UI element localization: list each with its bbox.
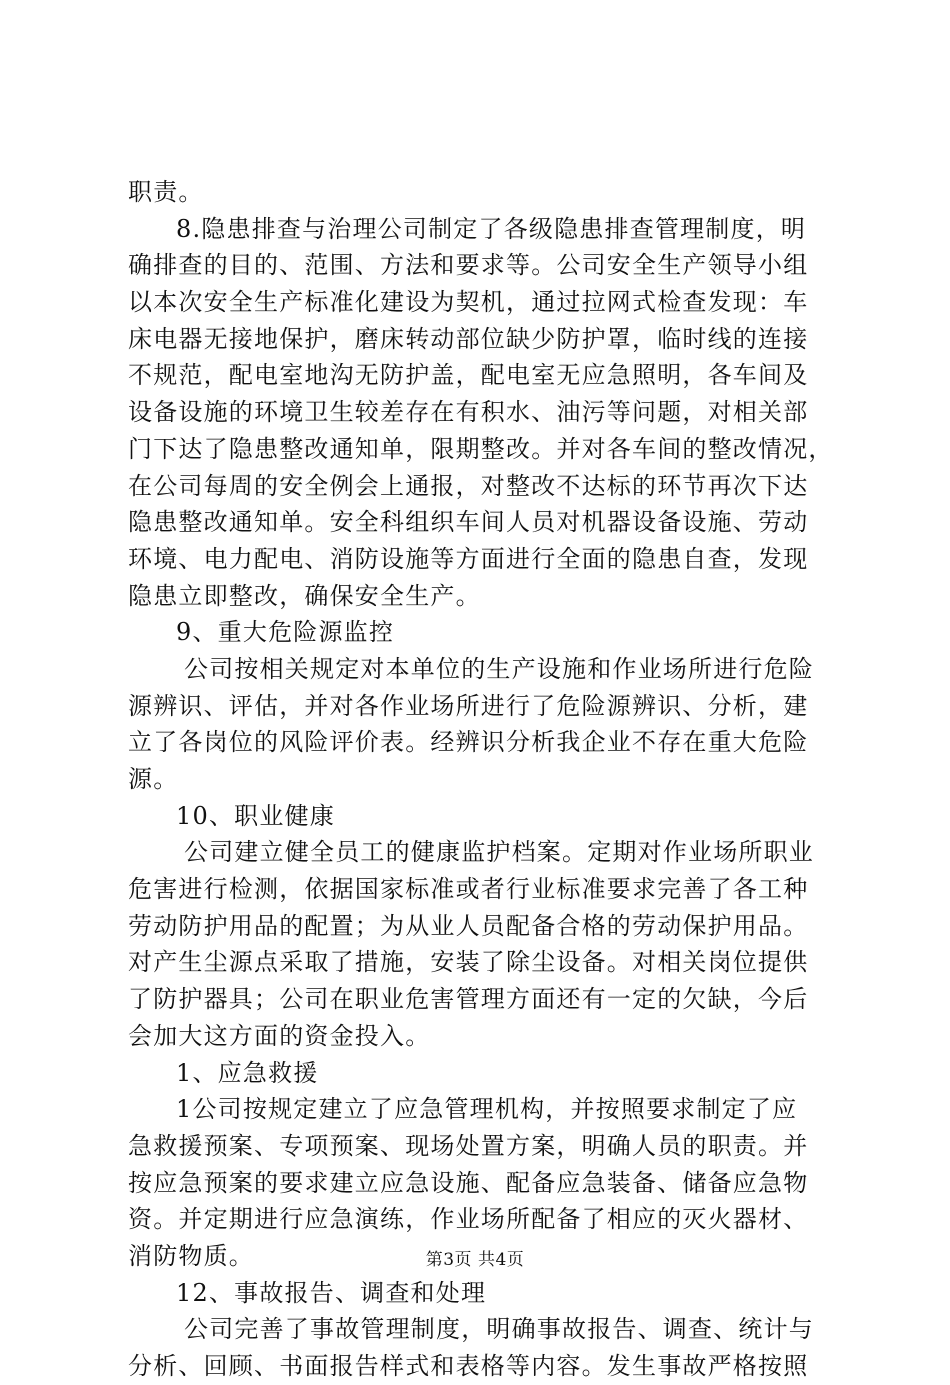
text-line: 对产生尘源点采取了措施，安装了除尘设备。对相关岗位提供 [128,948,809,977]
text-line: 1公司按规定建立了应急管理机构，并按照要求制定了应 [176,1095,798,1124]
text-line: 环境、电力配电、消防设施等方面进行全面的隐患自查，发现 [128,544,809,573]
text-line: 设备设施的环境卫生较差存在有积水、油污等问题，对相关部 [128,398,809,427]
text-line: 分析、回顾、书面报告样式和表格等内容。发生事故严格按照 [128,1352,809,1380]
text-line: 消防物质。 [128,1241,254,1270]
text-line: 公司建立健全员工的健康监护档案。定期对作业场所职业 [184,838,814,867]
section-heading: 9、重大危险源监控 [176,618,395,647]
text-line: 资。并定期进行应急演练，作业场所配备了相应的灭火器材、 [128,1205,809,1234]
text-line: 按应急预案的要求建立应急设施、配备应急装备、储备应急物 [128,1168,809,1197]
text-line: 劳动防护用品的配置；为从业人员配备合格的劳动保护用品。 [128,911,809,940]
text-line: 会加大这方面的资金投入。 [128,1021,431,1050]
text-line: 源辨识、评估，并对各作业场所进行了危险源辨识、分析，建 [128,691,809,720]
section-heading: 10、职业健康 [176,801,335,830]
text-line: 危害进行检测，依据国家标准或者行业标准要求完善了各工种 [128,875,809,904]
text-line: 了防护器具；公司在职业危害管理方面还有一定的欠缺，今后 [128,985,809,1014]
text-line: 门下达了隐患整改通知单，限期整改。并对各车间的整改情况， [128,434,834,463]
page-number-footer: 第3页 共4页 [425,1250,525,1270]
text-line: 不规范，配电室地沟无防护盖，配电室无应急照明，各车间及 [128,361,809,390]
text-line: 8.隐患排查与治理公司制定了各级隐患排查管理制度，明 [176,214,807,243]
section-heading: 1、应急救援 [176,1058,319,1087]
text-line: 隐患整改通知单。安全科组织车间人员对机器设备设施、劳动 [128,508,809,537]
section-heading: 12、事故报告、调查和处理 [176,1278,487,1307]
text-line: 床电器无接地保护，磨床转动部位缺少防护罩，临时线的连接 [128,324,809,353]
body-text [128,174,832,1385]
text-line: 在公司每周的安全例会上通报，对整改不达标的环节再次下达 [128,471,809,500]
text-line: 立了各岗位的风险评价表。经辨识分析我企业不存在重大危险 [128,728,809,757]
text-line: 急救援预案、专项预案、现场处置方案，明确人员的职责。并 [128,1131,809,1160]
text-line: 公司完善了事故管理制度，明确事故报告、调查、统计与 [184,1315,814,1344]
text-line: 公司按相关规定对本单位的生产设施和作业场所进行危险 [184,654,814,683]
text-line: 源。 [128,765,179,793]
text-line: 职责。 [128,178,204,206]
text-line: 以本次安全生产标准化建设为契机，通过拉网式检查发现：车 [128,288,809,317]
text-line: 确排查的目的、范围、方法和要求等。公司安全生产领导小组 [128,251,809,280]
text-line: 隐患立即整改，确保安全生产。 [128,581,481,610]
